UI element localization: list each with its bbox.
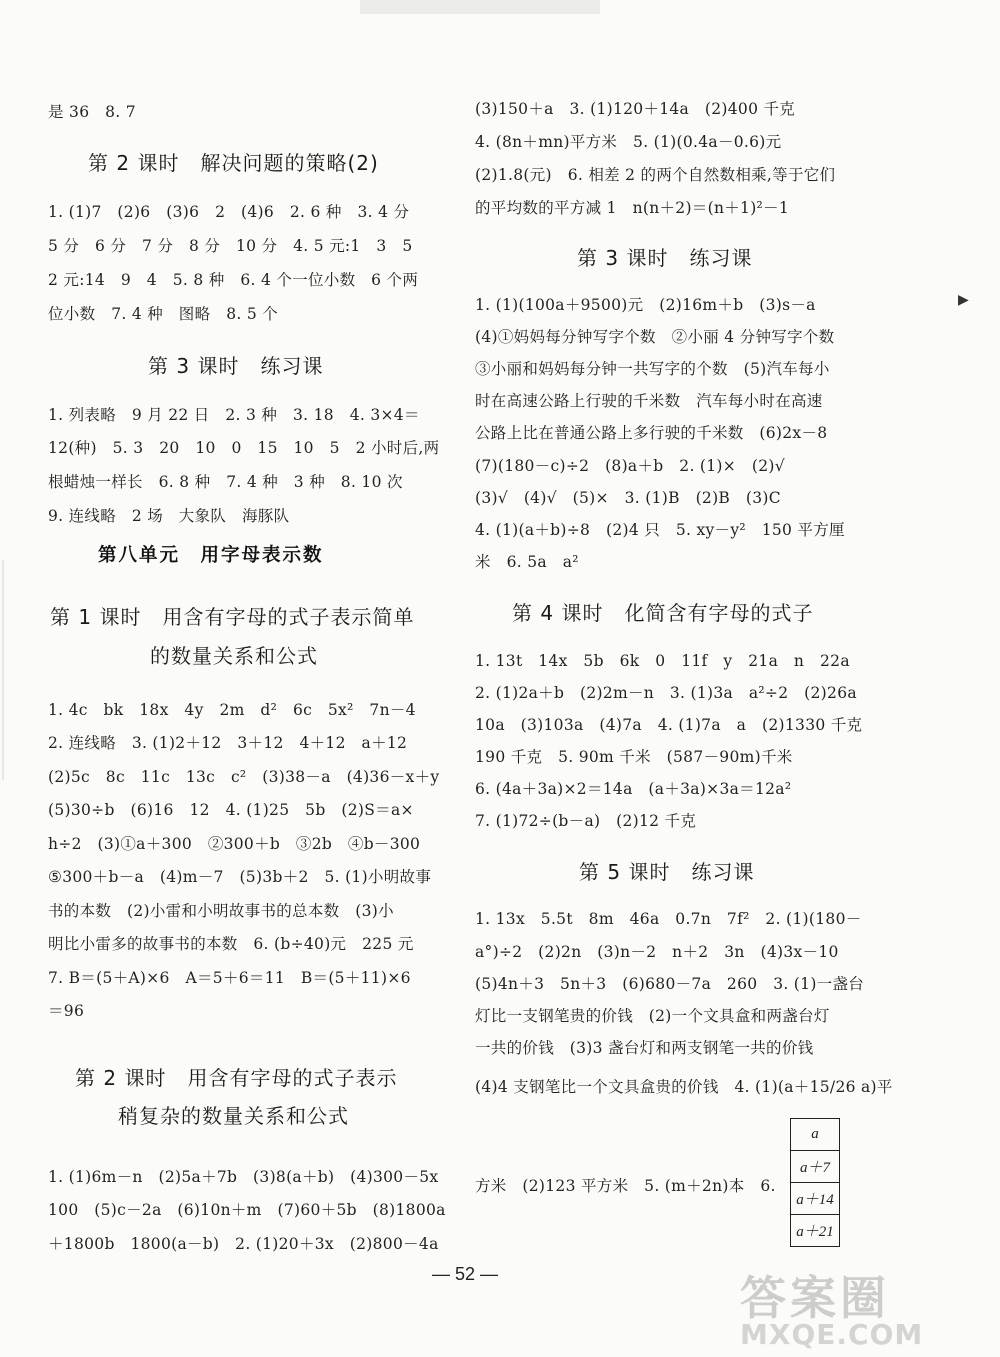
- answer-line: 7. B＝(5＋A)×6 A＝5＋6＝11 B＝(5＋11)×6: [48, 969, 411, 987]
- answer-line: 100 (5)c－2a (6)10n＋m (7)60＋5b (8)1800a: [48, 1201, 446, 1219]
- answer-line: 4. (1)(a＋b)÷8 (2)4 只 5. xy－y² 150 平方厘: [475, 521, 845, 539]
- answer-line: 12(种) 5. 3 20 10 0 15 10 5 2 小时后,两: [48, 439, 440, 457]
- answer-line: 是 36 8. 7: [48, 103, 136, 121]
- answer-line: (3)√ (4)√ (5)× 3. (1)B (2)B (3)C: [475, 489, 781, 507]
- answer-line: ⑤300＋b－a (4)m－7 (5)3b＋2 5. (1)小明故事: [48, 868, 432, 886]
- lesson-heading: 第 3 课时 练习课: [577, 246, 753, 270]
- answer-line: 1. 列表略 9 月 22 日 2. 3 种 3. 18 4. 3×4＝: [48, 406, 420, 424]
- sequence-table: [790, 1118, 840, 1247]
- lesson-heading: 稍复杂的数量关系和公式: [118, 1104, 349, 1128]
- answer-line: 米 6. 5a a²: [475, 553, 579, 571]
- answer-line: (2)5c 8c 11c 13c c² (3)38－a (4)36－x＋y: [48, 768, 440, 786]
- answer-line: 1. 13t 14x 5b 6k 0 11f y 21a n 22a: [475, 652, 850, 670]
- answer-line: ③小丽和妈妈每分钟一共写字的个数 (5)汽车每小: [475, 360, 830, 378]
- answer-line: 明比小雷多的故事书的本数 6. (b÷40)元 225 元: [48, 935, 414, 953]
- answer-line: 的平均数的平方减 1 n(n＋2)＝(n＋1)²－1: [475, 199, 790, 217]
- answer-line: ＋1800b 1800(a－b) 2. (1)20＋3x (2)800－4a: [48, 1235, 439, 1253]
- answer-line: 公路上比在普通公路上多行驶的千米数 (6)2x－8: [475, 424, 828, 442]
- answer-line: 10a (3)103a (4)7a 4. (1)7a a (2)1330 千克: [475, 716, 863, 734]
- lesson-heading: 第 3 课时 练习课: [148, 354, 324, 378]
- answer-line: 2. (1)2a＋b (2)2m－n 3. (1)3a a²÷2 (2)26a: [475, 684, 857, 702]
- answer-line: 灯比一支钢笔贵的价钱 (2)一个文具盒和两盏台灯: [475, 1007, 830, 1025]
- lesson-heading: 第 1 课时 用含有字母的式子表示简单: [50, 605, 415, 629]
- answer-line: (5)30÷b (6)16 12 4. (1)25 5b (2)S＝a×: [48, 801, 414, 819]
- answer-line: 2 元:14 9 4 5. 8 种 6. 4 个一位小数 6 个两: [48, 271, 419, 289]
- answer-line: 5 分 6 分 7 分 8 分 10 分 4. 5 元:1 3 5: [48, 237, 413, 255]
- lesson-heading: 的数量关系和公式: [150, 644, 318, 668]
- answer-line: 2. 连线略 3. (1)2＋12 3＋12 4＋12 a＋12: [48, 734, 408, 752]
- table-cell: a: [791, 1119, 840, 1151]
- answer-line: 一共的价钱 (3)3 盏台灯和两支钢笔一共的价钱: [475, 1039, 814, 1057]
- lesson-heading: 第 2 课时 用含有字母的式子表示: [75, 1066, 398, 1090]
- answer-line: 4. (8n＋mn)平方米 5. (1)(0.4a－0.6)元: [475, 133, 782, 151]
- watermark-url: MXQE.COM: [740, 1318, 924, 1351]
- answer-line: a°)÷2 (2)2n (3)n－2 n＋2 3n (4)3x－10: [475, 943, 839, 961]
- lesson-heading: 第 5 课时 练习课: [579, 860, 755, 884]
- answer-line: 7. (1)72÷(b－a) (2)12 千克: [475, 812, 697, 830]
- answer-line: (3)150＋a 3. (1)120＋14a (2)400 千克: [475, 100, 796, 118]
- answer-line: 1. (1)6m－n (2)5a＋7b (3)8(a＋b) (4)300－5x: [48, 1168, 439, 1186]
- unit-heading: 第八单元 用字母表示数: [98, 545, 324, 566]
- answer-line: ＝96: [48, 1002, 85, 1020]
- scan-top-edge: [360, 0, 600, 14]
- table-cell: a＋14: [791, 1183, 840, 1215]
- answer-line: 位小数 7. 4 种 图略 8. 5 个: [48, 305, 279, 323]
- answer-line: 1. 13x 5.5t 8m 46a 0.7n 7f² 2. (1)(180－: [475, 910, 862, 928]
- answer-line: 190 千克 5. 90m 千米 (587－90m)千米: [475, 748, 793, 766]
- lesson-heading: 第 4 课时 化简含有字母的式子: [512, 601, 814, 625]
- lesson-heading: 第 2 课时 解决问题的策略(2): [88, 151, 379, 175]
- answer-line: (2)1.8(元) 6. 相差 2 的两个自然数相乘,等于它们: [475, 166, 836, 184]
- answer-line: 根蜡烛一样长 6. 8 种 7. 4 种 3 种 8. 10 次: [48, 473, 403, 491]
- answer-line: (4)4 支钢笔比一个文具盒贵的价钱 4. (1)(a＋15/26 a)平: [475, 1078, 893, 1096]
- answer-line: 时在高速公路上行驶的千米数 汽车每小时在高速: [475, 392, 823, 410]
- answer-line: 书的本数 (2)小雷和小明故事书的总本数 (3)小: [48, 902, 394, 920]
- answer-line: (4)①妈妈每分钟写字个数 ②小丽 4 分钟写字个数: [475, 328, 835, 346]
- answer-line: 方米 (2)123 平方米 5. (m＋2n)本 6.: [475, 1177, 776, 1195]
- answer-line: 6. (4a＋3a)×2＝14a (a＋3a)×3a＝12a²: [475, 780, 792, 798]
- watermark-logo: [740, 1262, 1000, 1357]
- page-number: — 52 —: [431, 1264, 499, 1284]
- answer-line: 1. (1)7 (2)6 (3)6 2 (4)6 2. 6 种 3. 4 分: [48, 203, 410, 221]
- answer-line: 9. 连线略 2 场 大象队 海豚队: [48, 507, 290, 525]
- play-arrow-icon: ▶: [958, 292, 969, 308]
- table-cell: a＋7: [791, 1151, 840, 1183]
- answer-line: (7)(180－c)÷2 (8)a＋b 2. (1)× (2)√: [475, 457, 785, 475]
- watermark-text: 答案圈: [740, 1271, 890, 1325]
- answer-line: 1. (1)(100a＋9500)元 (2)16m＋b (3)s－a: [475, 296, 816, 314]
- table-cell: a＋21: [791, 1215, 840, 1247]
- answer-line: 1. 4c bk 18x 4y 2m d² 6c 5x² 7n－4: [48, 701, 416, 719]
- answer-line: (5)4n＋3 5n＋3 (6)680－7a 260 3. (1)一盏台: [475, 975, 865, 993]
- scan-left-edge: [2, 560, 4, 780]
- answer-line: h÷2 (3)①a＋300 ②300＋b ③2b ④b－300: [48, 835, 421, 853]
